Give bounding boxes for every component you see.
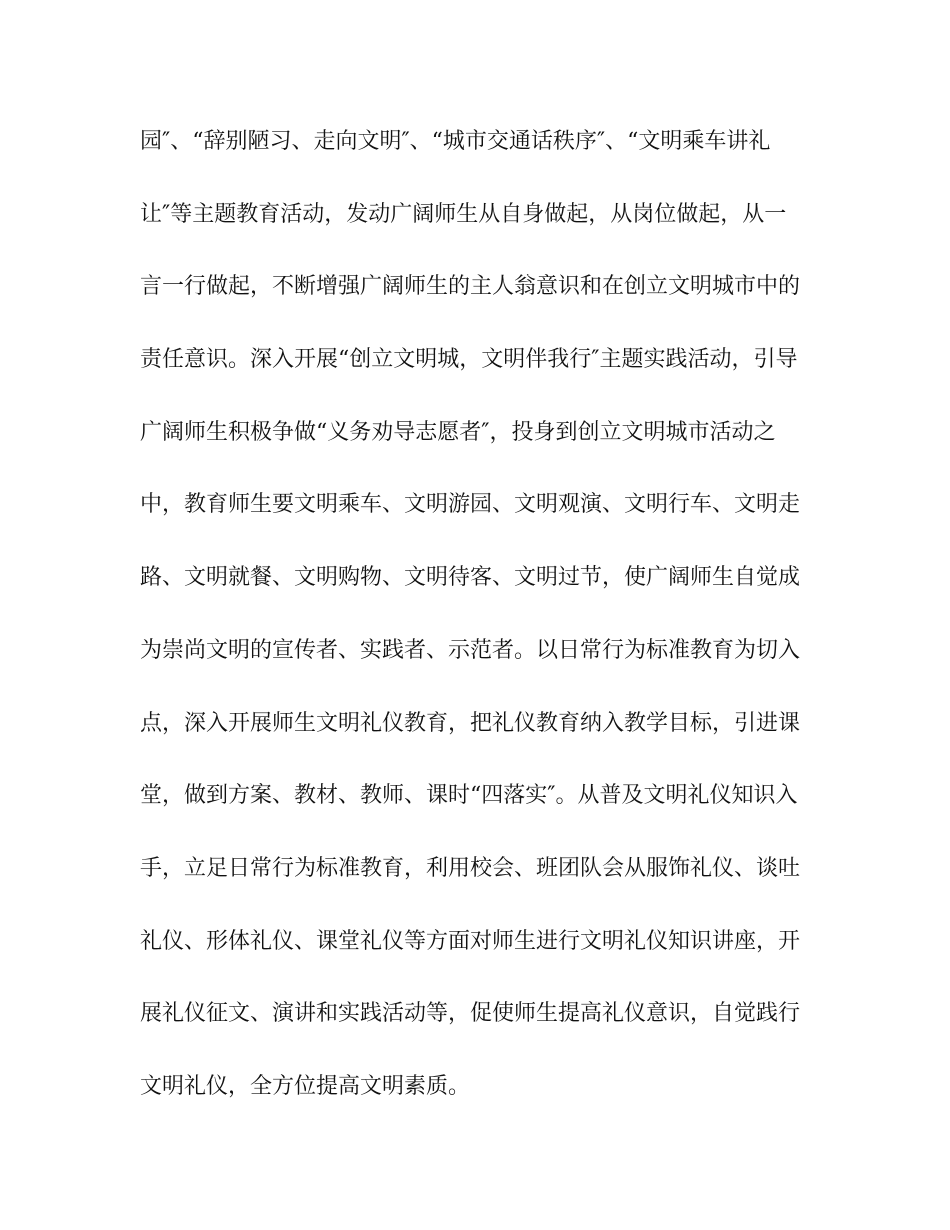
paragraph-line-13: 展礼仪征文、演讲和实践活动等，促使师生提高礼仪意识，自觉践行 xyxy=(140,1001,801,1027)
paragraph-line-6: 中，教育师生要文明乘车、文明游园、文明观演、文明行车、文明走 xyxy=(140,492,801,518)
paragraph-line-5: 广阔师生积极争做“义务劝导志愿者″，投身到创立文明城市活动之 xyxy=(140,419,776,445)
paragraph-body xyxy=(140,124,820,1142)
paragraph-line-7: 路、文明就餐、文明购物、文明待客、文明过节，使广阔师生自觉成 xyxy=(140,565,801,591)
paragraph-line-10: 堂，做到方案、教材、教师、课时“四落实″。从普及文明礼仪知识入 xyxy=(140,783,798,809)
paragraph-line-1: 园″、“辞别陋习、走向文明″、“城市交通话秩序″、“文明乘车讲礼 xyxy=(140,129,771,154)
paragraph-line-4: 责任意识。深入开展“创立文明城，文明伴我行″主题实践活动，引导 xyxy=(140,347,798,373)
paragraph-line-3: 言一行做起，不断增强广阔师生的主人翁意识和在创立文明城市中的 xyxy=(140,274,801,300)
paragraph-line-12: 礼仪、形体礼仪、课堂礼仪等方面对师生进行文明礼仪知识讲座，开 xyxy=(140,928,801,954)
paragraph-line-11: 手，立足日常行为标准教育，利用校会、班团队会从服饰礼仪、谈吐 xyxy=(140,855,801,881)
paragraph-line-8: 为崇尚文明的宣传者、实践者、示范者。以日常行为标准教育为切入 xyxy=(140,637,801,663)
paragraph-line-2: 让″等主题教育活动，发动广阔师生从自身做起，从岗位做起，从一 xyxy=(140,201,787,227)
paragraph-line-9: 点，深入开展师生文明礼仪教育，把礼仪教育纳入教学目标，引进课 xyxy=(140,710,801,736)
paragraph-line-14: 文明礼仪，全方位提高文明素质。 xyxy=(140,1073,471,1099)
